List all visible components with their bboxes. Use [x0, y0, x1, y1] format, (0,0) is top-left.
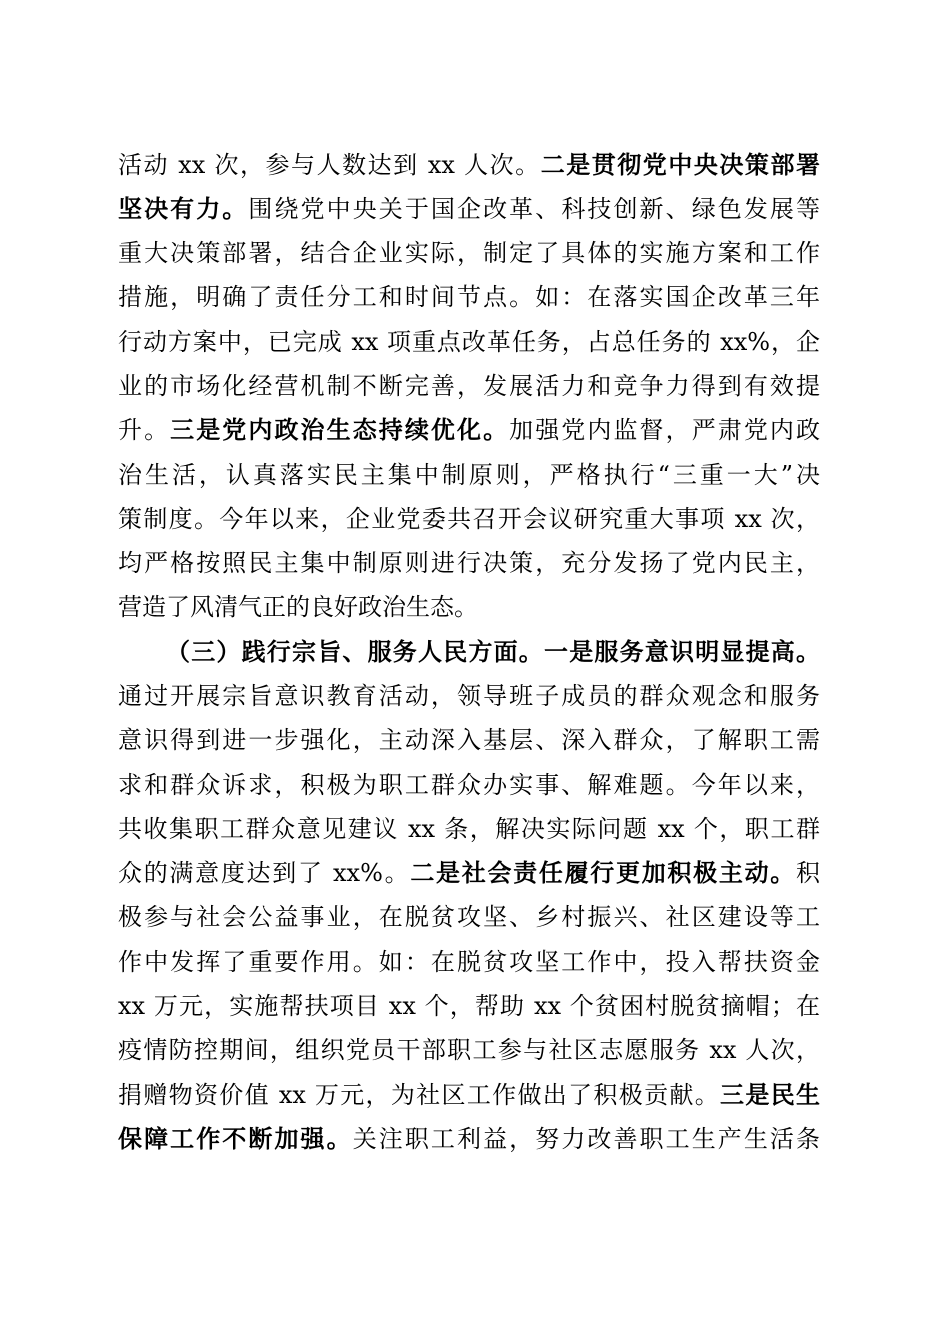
text-line-17: 众的满意度达到了 xx%。二是社会责任履行更加积极主动。积: [118, 858, 820, 887]
text-line-16: 共收集职工群众意见建议 xx 条，解决实际问题 xx 个，职工群: [118, 815, 820, 843]
text-line-21: 疫情防控期间，组织党员干部职工参与社区志愿服务 xx 人次，: [118, 1036, 820, 1064]
text-line-9: 策制度。今年以来，企业党委共召开会议研究重大事项 xx 次，: [118, 505, 820, 533]
text-line-5: 行动方案中，已完成 xx 项重点改革任务，占总任务的 xx%，企: [118, 328, 820, 356]
text-line-7: 升。三是党内政治生态持续优化。加强党内监督，严肃党内政: [118, 415, 821, 444]
text-line-3: 重大决策部署，结合企业实际，制定了具体的实施方案和工作: [118, 239, 820, 267]
text-line-8: 治生活，认真落实民主集中制原则，严格执行“三重一大”决: [118, 461, 820, 489]
text-line-2: 坚决有力。围绕党中央关于国企改革、科技创新、绿色发展等: [118, 194, 821, 223]
text-line-10: 均严格按照民主集中制原则进行决策，充分发扬了党内民主，: [118, 549, 820, 577]
text-line-14: 意识得到进一步强化，主动深入基层、深入群众，了解职工需: [118, 726, 820, 754]
text-line-11: 营造了风清气正的良好政治生态。: [118, 593, 478, 621]
text-line-4: 措施，明确了责任分工和时间节点。如：在落实国企改革三年: [118, 283, 820, 311]
text-line-22: 捐赠物资价值 xx 万元，为社区工作做出了积极贡献。三是民生: [118, 1080, 821, 1109]
text-line-19: 作中发挥了重要作用。如：在脱贫攻坚工作中，投入帮扶资金: [118, 948, 820, 976]
text-line-15: 求和群众诉求，积极为职工群众办实事、解难题。今年以来，: [118, 771, 820, 799]
section-heading-line: （三）践行宗旨、服务人民方面。一是服务意识明显提高。: [166, 637, 820, 666]
text-line-20: xx 万元，实施帮扶项目 xx 个，帮助 xx 个贫困村脱贫摘帽；在: [118, 992, 820, 1020]
text-line-13: 通过开展宗旨意识教育活动，领导班子成员的群众观念和服务: [118, 682, 820, 710]
text-line-23: 保障工作不断加强。关注职工利益，努力改善职工生产生活条: [118, 1124, 821, 1153]
text-line-1: 活动 xx 次，参与人数达到 xx 人次。二是贯彻党中央决策部署: [118, 150, 820, 179]
text-line-18: 极参与社会公益事业，在脱贫攻坚、乡村振兴、社区建设等工: [118, 903, 820, 931]
text-line-6: 业的市场化经营机制不断完善，发展活力和竞争力得到有效提: [118, 372, 820, 400]
